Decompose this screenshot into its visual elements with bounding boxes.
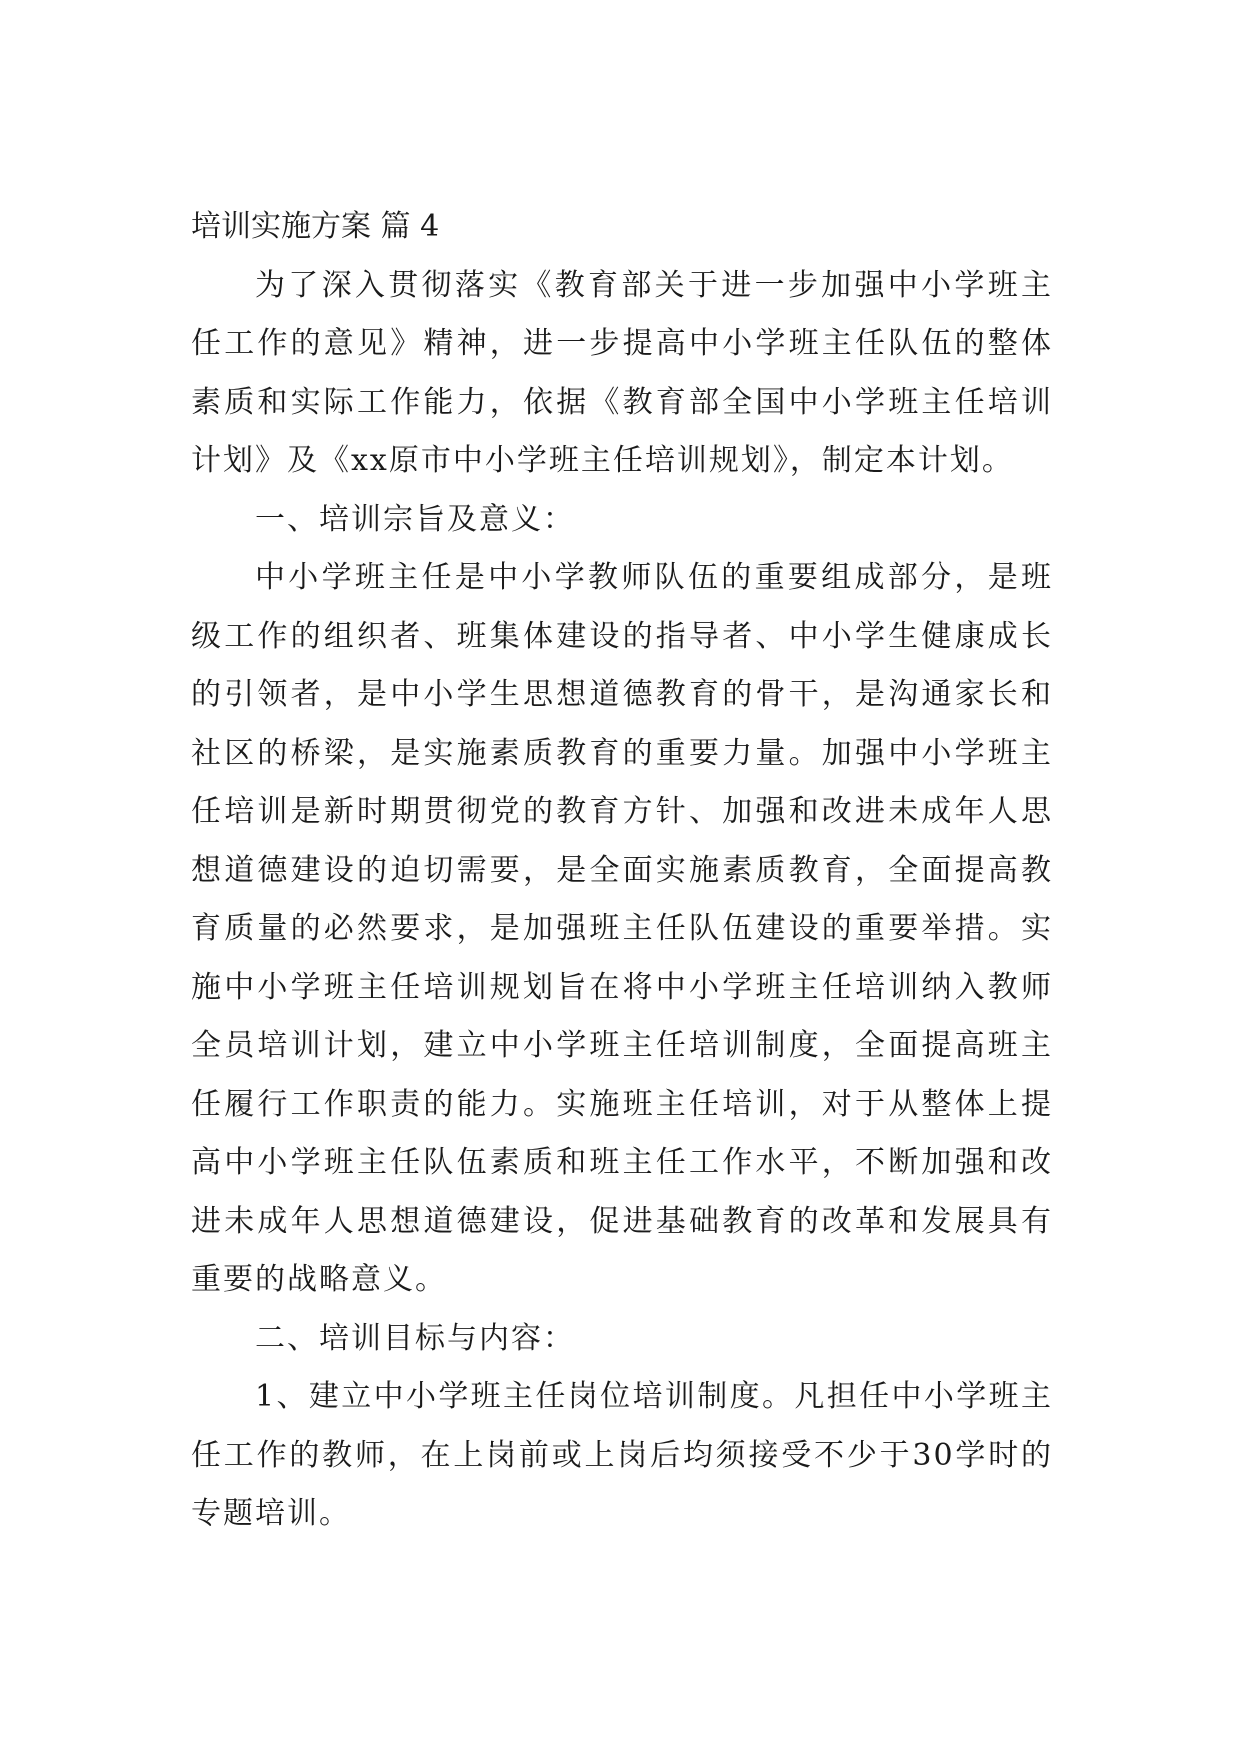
section-heading-1: 一、培训宗旨及意义： (255, 501, 575, 537)
document-body (191, 198, 1053, 1544)
section-heading-2: 二、培训目标与内容： (255, 1320, 575, 1356)
paragraph-intro: 为了深入贯彻落实《教育部关于进一步加强中小学班主任工作的意见》精神，进一步提高中小学班主任队伍的整体素质和实际工作能力，依据《教育部全国中小学班主任培训计划》及《xx原市中小学班主任培训规划》，制定本计划。 (191, 267, 1053, 478)
paragraph-goal-1: 1、建立中小学班主任岗位培训制度。凡担任中小学班主任工作的教师，在上岗前或上岗后均须接受不少于30学时的专题培训。 (191, 1379, 1053, 1531)
document-title: 培训实施方案 篇 4 (191, 209, 440, 244)
paragraph-purpose: 中小学班主任是中小学教师队伍的重要组成部分，是班级工作的组织者、班集体建设的指导者、中小学生健康成长的引领者，是中小学生思想道德教育的骨干，是沟通家长和社区的桥梁，是实施素质教育的重要力量。加强中小学班主任培训是新时期贯彻党的教育方针、加强和改进未成年人思想道德建设的迫切需要，是全面实施素质教育，全面提高教育质量的必然要求，是加强班主任队伍建设的重要举措。实施中小学班主任培训规划旨在将中小学班主任培训纳入教师全员培训计划，建立中小学班主任培训制度，全面提高班主任履行工作职责的能力。实施班主任培训，对于从整体上提高中小学班主任队伍素质和班主任工作水平，不断加强和改进未成年人思想道德建设，促进基础教育的改革和发展具有重要的战略意义。 (191, 560, 1053, 1297)
